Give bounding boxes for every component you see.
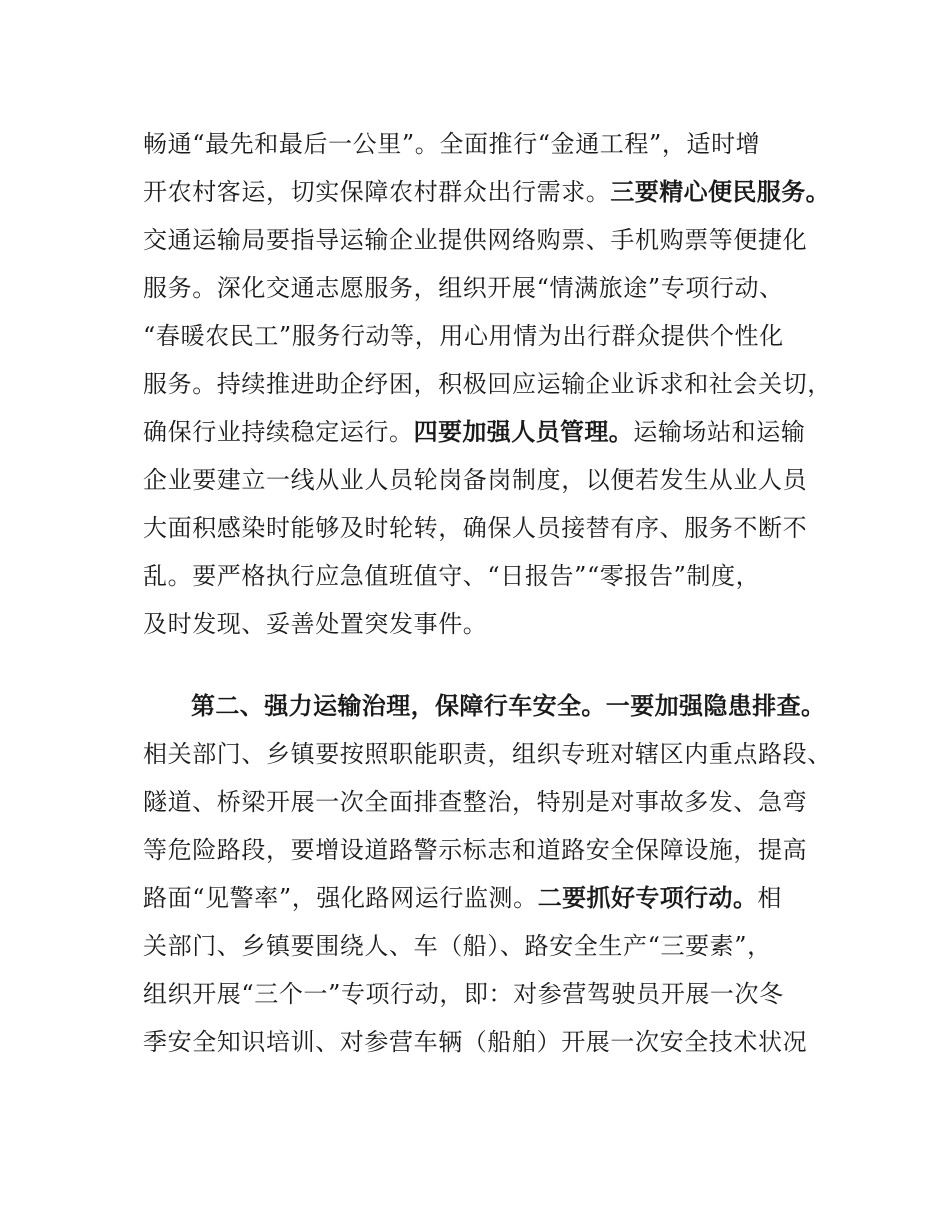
text-line [143, 175, 843, 209]
section-heading: 第二、强力运输治理，保障行车安全。一要加强隐患排查。 [191, 692, 826, 720]
text-line: 企业要建立一线从业人员轮岗备岗制度，以便若发生从业人员 [143, 466, 808, 494]
text-line: 乱。要严格执行应急值班值守、“日报告”“零报告”制度， [143, 562, 761, 590]
bold-heading: 二要抓好专项行动。 [537, 884, 758, 912]
text-line: 季安全知识培训、对参营车辆（船舶）开展一次安全技术状况 [143, 1028, 808, 1056]
text-run: 运输场站和运输 [633, 418, 806, 446]
text-run: 确保行业持续稳定运行。 [143, 418, 414, 446]
text-line: 服务。深化交通志愿服务，组织开展“情满旅途”专项行动、 [143, 274, 784, 302]
text-line: 关部门、乡镇要围绕人、车（船）、路安全生产“三要素”， [143, 932, 772, 960]
text-line: “春暖农民工”服务行动等，用心用情为出行群众提供个性化 [143, 322, 784, 350]
text-line: 等危险路段，要增设道路警示标志和道路安全保障设施，提高 [143, 836, 808, 864]
text-line [143, 881, 843, 915]
text-line: 交通运输局要指导运输企业提供网络购票、手机购票等便捷化 [143, 226, 808, 254]
text-line: 畅通“最先和最后一公里”。全面推行“金通工程”，适时增 [143, 130, 761, 158]
text-line: 相关部门、乡镇要按照职能职责，组织专班对辖区内重点路段、 [143, 740, 832, 768]
text-line: 大面积感染时能够及时轮转，确保人员接替有序、服务不断不 [143, 514, 808, 542]
text-line: 服务。持续推进助企纾困，积极回应运输企业诉求和社会关切， [143, 370, 832, 398]
text-run: 相 [757, 884, 782, 912]
text-line: 及时发现、妥善处置突发事件。 [143, 610, 488, 638]
text-run: 路面“见警率”，强化路网运行监测。 [143, 884, 538, 912]
bold-heading: 四要加强人员管理。 [413, 418, 634, 446]
text-line [143, 415, 843, 449]
text-run: 开农村客运，切实保障农村群众出行需求。 [143, 178, 611, 206]
bold-heading: 三要精心便民服务。 [610, 178, 831, 206]
text-line: 隧道、桥梁开展一次全面排查整治，特别是对事故多发、急弯 [143, 788, 808, 816]
text-line: 组织开展“三个一”专项行动，即：对参营驾驶员开展一次冬 [143, 980, 784, 1008]
